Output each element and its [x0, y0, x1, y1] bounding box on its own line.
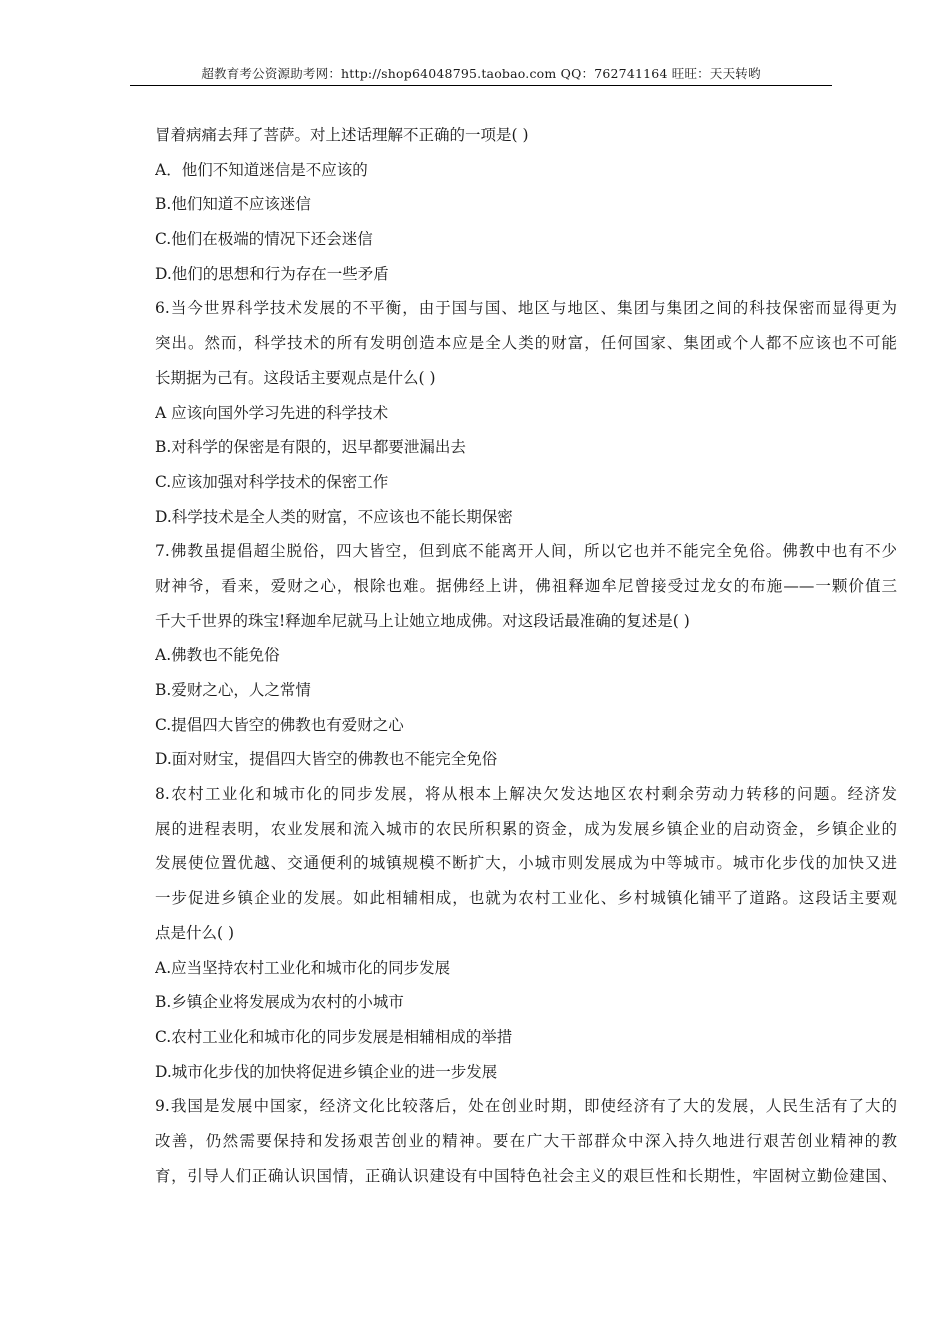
header-rule — [130, 85, 832, 86]
question-line: 一步促进乡镇企业的发展。如此相辅相成，也就为农村工业化、乡村城镇化铺平了道路。这段话主要观 — [155, 889, 897, 908]
question-line: 点是什么( ) — [155, 923, 235, 942]
option-line: B.爱财之心，人之常情 — [155, 681, 311, 699]
page-header: 超教育考公资源助考网：http://shop64048795.taobao.com QQ：762741164 旺旺：天天转哟 — [201, 66, 761, 81]
question-line: 展的进程表明，农业发展和流入城市的农民所积累的资金，成为发展乡镇企业的启动资金，乡镇企业的 — [155, 819, 897, 838]
question-line: 8.农村工业化和城市化的同步发展，将从根本上解决欠发达地区农村剩余劳动力转移的问题。经济发 — [155, 785, 897, 804]
text-line: 冒着病痛去拜了菩萨。对上述话理解不正确的一项是( ) — [155, 126, 529, 144]
question-line: 长期据为己有。这段话主要观点是什么( ) — [155, 368, 436, 387]
option-line: D.面对财宝，提倡四大皆空的佛教也不能完全免俗 — [155, 750, 498, 769]
option-line: C.他们在极端的情况下还会迷信 — [155, 230, 373, 249]
option-line: B.他们知道不应该迷信 — [155, 195, 311, 214]
option-line: A.应当坚持农村工业化和城市化的同步发展 — [155, 958, 451, 977]
question-line: 千大千世界的珠宝!释迦牟尼就马上让她立地成佛。对这段话最准确的复述是( ) — [155, 611, 690, 630]
question-line: 7.佛教虽提倡超尘脱俗，四大皆空，但到底不能离开人间，所以它也并不能完全免俗。佛教中也有不少 — [155, 542, 897, 561]
option-line: B.乡镇企业将发展成为农村的小城市 — [155, 993, 404, 1012]
document-body — [155, 118, 897, 1193]
option-line: A．他们不知道迷信是不应该的 — [155, 160, 368, 179]
question-line: 9.我国是发展中国家，经济文化比较落后，处在创业时期，即使经济有了大的发展，人民生活有了大的 — [155, 1097, 897, 1116]
question-line: 6.当今世界科学技术发展的不平衡，由于国与国、地区与地区、集团与集团之间的科技保密而显得更为 — [155, 299, 897, 318]
option-line: A 应该向国外学习先进的科学技术 — [155, 403, 389, 422]
question-line: 财神爷，看来，爱财之心，根除也难。据佛经上讲，佛祖释迦牟尼曾接受过龙女的布施——一颗价值三 — [155, 576, 897, 595]
question-line: 改善，仍然需要保持和发扬艰苦创业的精神。要在广大干部群众中深入持久地进行艰苦创业精神的教 — [155, 1131, 897, 1150]
question-line: 育，引导人们正确认识国情，正确认识建设有中国特色社会主义的艰巨性和长期性，牢固树立勤俭建国、 — [155, 1166, 897, 1185]
option-line: C.农村工业化和城市化的同步发展是相辅相成的举措 — [155, 1027, 513, 1046]
option-line: C.应该加强对科学技术的保密工作 — [155, 472, 389, 491]
option-line: D.他们的思想和行为存在一些矛盾 — [155, 264, 389, 283]
option-line: B.对科学的保密是有限的，迟早都要泄漏出去 — [155, 438, 466, 457]
option-line: A.佛教也不能免俗 — [155, 646, 280, 665]
question-line: 发展使位置优越、交通便利的城镇规模不断扩大，小城市则发展成为中等城市。城市化步伐的加快又进 — [155, 854, 897, 873]
question-line: 突出。然而，科学技术的所有发明创造本应是全人类的财富，任何国家、集团或个人都不应该也不可能 — [155, 334, 897, 353]
option-line: C.提倡四大皆空的佛教也有爱财之心 — [155, 715, 404, 734]
option-line: D.城市化步伐的加快将促进乡镇企业的进一步发展 — [155, 1062, 498, 1081]
option-line: D.科学技术是全人类的财富，不应该也不能长期保密 — [155, 507, 513, 526]
